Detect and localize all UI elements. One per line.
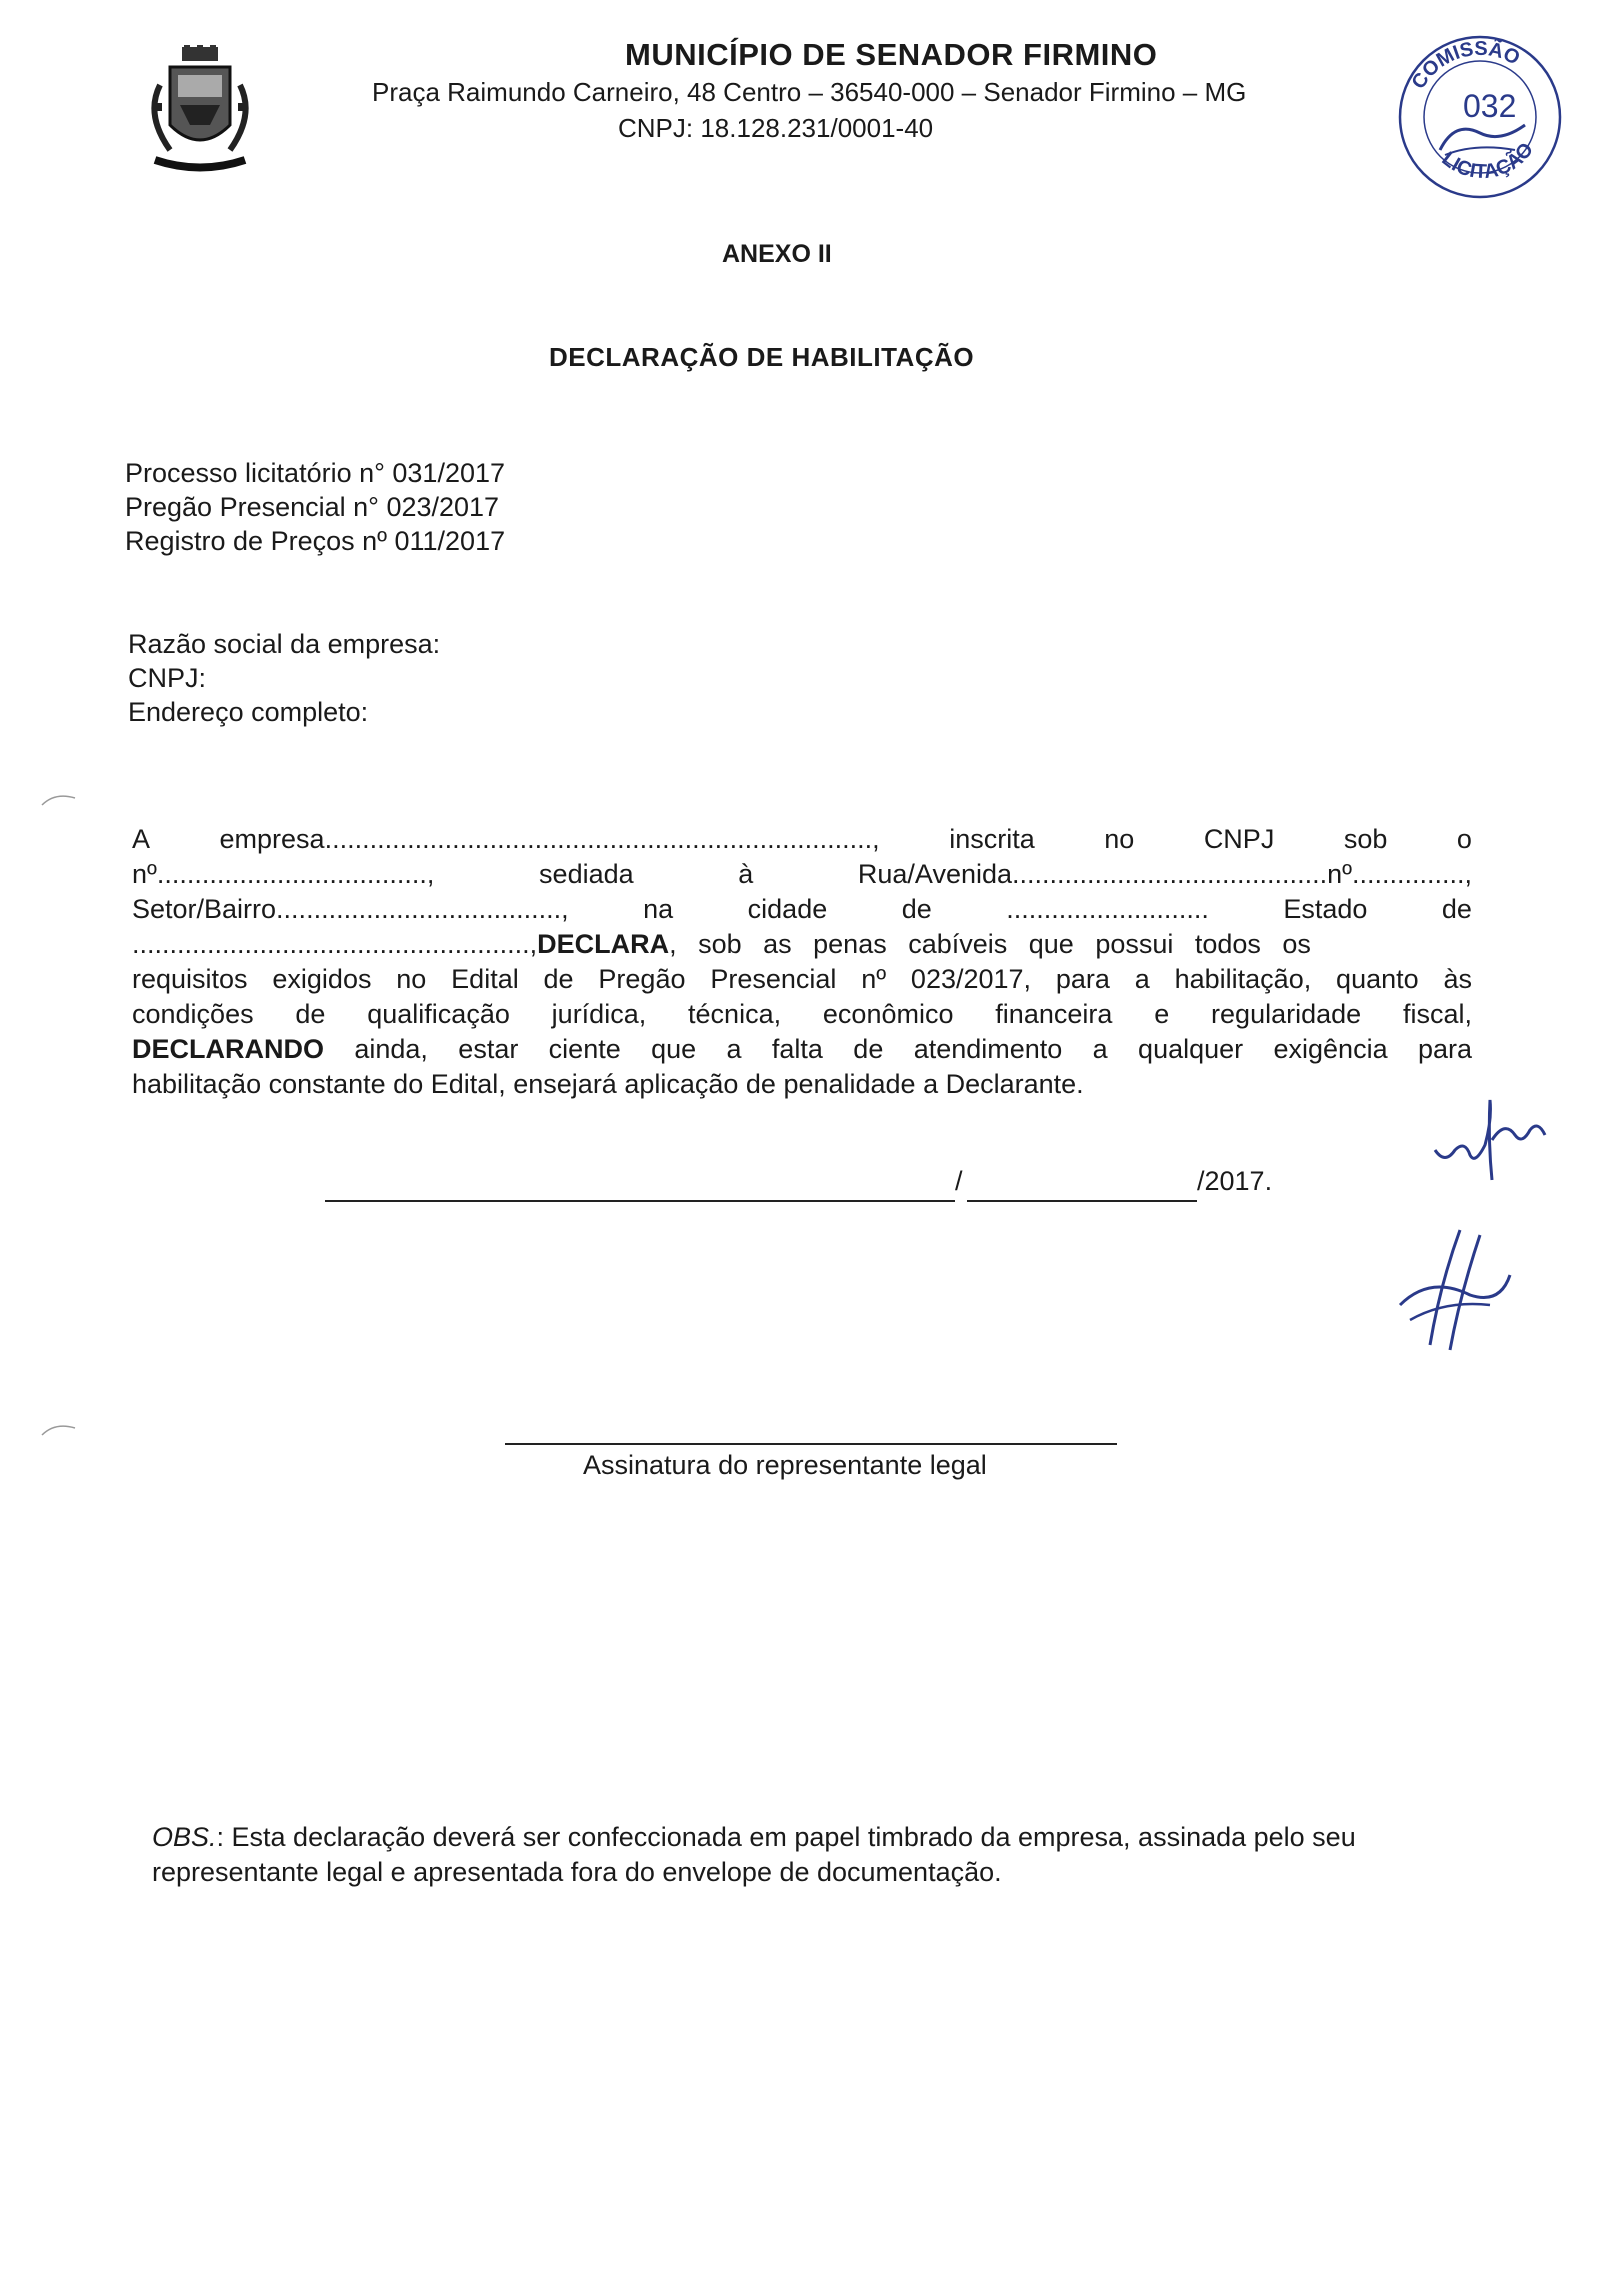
word: Setor/Bairro......................................, [132,894,569,924]
stamp-top-text: COMISSÃO [1407,37,1524,94]
stamp-number: 032 [1463,88,1517,124]
handwritten-initials [1430,1080,1560,1190]
declara-bold: DECLARA [537,929,670,959]
process-block [125,456,505,558]
word: nº...................................., [132,859,435,889]
stamp-bottom-text: LICITAÇÃO [1437,138,1539,184]
municipality-title: MUNICÍPIO DE SENADOR FIRMINO [625,37,1158,72]
date-place-line [325,1200,955,1202]
obs-label: OBS. [152,1822,217,1852]
word: o [1456,824,1472,854]
word: ........................... [1006,894,1209,924]
svg-text:LICITAÇÃO [1437,139,1538,183]
body-line-8: habilitação constante do Edital, ensejará aplicação de penalidade a Declarante. [132,1069,1084,1099]
word: CNPJ [1203,824,1275,854]
registro-number: Registro de Preços nº 011/2017 [125,526,506,556]
date-year: /2017. [1197,1166,1273,1196]
process-number: Processo licitatório n° 031/2017 [125,458,506,488]
coat-of-arms-icon [140,45,260,185]
word: cidade [747,894,828,924]
word: de [901,894,932,924]
obs-note [152,1820,1464,1890]
word: de [1441,894,1472,924]
word: A [132,824,151,854]
word: sediada [539,859,634,889]
body-line-6: condições de qualificação jurídica, técnica, econômico financeira e regularidade fiscal, [132,999,1472,1029]
declaration-body [132,822,1472,1102]
word: Rua/Avenida..........................................nº..............., [857,859,1472,889]
word: inscrita [949,824,1035,854]
cnpj-label: CNPJ: [128,663,207,693]
annex-label: ANEXO II [722,240,832,268]
declaration-title: DECLARAÇÃO DE HABILITAÇÃO [549,342,975,372]
obs-text: : Esta declaração deverá ser confeccionada em papel timbrado da empresa, assinada pelo seu representante legal e apresentada fora do envelope de documentação. [152,1822,1356,1887]
municipality-cnpj: CNPJ: 18.128.231/0001-40 [618,113,934,143]
pregao-number: Pregão Presencial n° 023/2017 [125,492,500,522]
line-7-rest: ainda, estar ciente que a falta de atendimento a qualquer exigência para [324,1034,1472,1064]
word: no [1104,824,1135,854]
fill-dots: ....................................................., [132,929,538,959]
line-4-text [132,927,1311,962]
municipality-address: Praça Raimundo Carneiro, 48 Centro – 36540-000 – Senador Firmino – MG [372,77,1247,107]
word: empresa........................................................................., [219,824,880,854]
declarando-bold: DECLARANDO [132,1034,324,1064]
commission-stamp [1385,25,1575,205]
date-month-line [967,1200,1197,1202]
svg-text:COMISSÃO [1408,38,1524,94]
endereco-label: Endereço completo: [128,697,369,727]
word: sob [1343,824,1388,854]
signature-label: Assinatura do representante legal [583,1450,987,1480]
word: à [738,859,754,889]
body-line-3 [132,892,1472,927]
body-line-4 [132,927,1472,962]
company-block [128,627,440,729]
date-slash: / [955,1166,963,1196]
line-4-rest: , sob as penas cabíveis que possui todos os [669,929,1311,959]
signature-line [505,1443,1117,1445]
body-line-7 [132,1032,1472,1067]
razao-social-label: Razão social da empresa: [128,629,441,659]
body-line-2 [132,857,1472,892]
handwritten-signature-mark [1390,1225,1520,1355]
body-line-5: requisitos exigidos no Edital de Pregão Presencial nº 023/2017, para a habilitação, quanto às [132,964,1472,994]
word: na [643,894,674,924]
margin-mark [40,790,80,810]
body-line-1 [132,822,1472,857]
word: Estado [1283,894,1368,924]
margin-mark [40,1420,80,1440]
